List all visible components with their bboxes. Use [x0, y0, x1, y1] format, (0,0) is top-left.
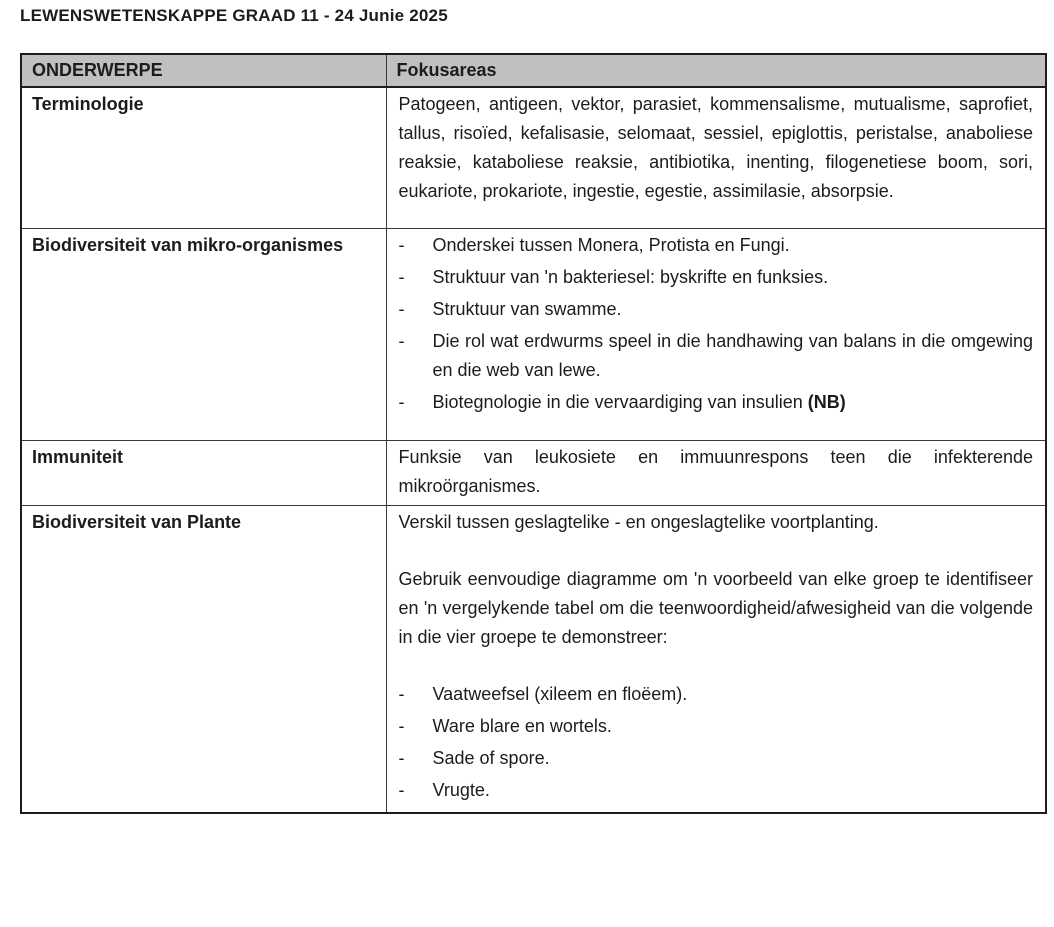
list-item: [399, 295, 1034, 324]
topics-table: [20, 53, 1047, 814]
column-header-onderwerpe: ONDERWERPE: [21, 54, 386, 87]
column-header-fokusareas: Fokusareas: [386, 54, 1046, 87]
list-item: [399, 776, 1034, 805]
topic-terminologie: Terminologie: [21, 87, 386, 229]
dash-bullet: -: [398, 780, 405, 800]
list-item: [399, 327, 1034, 385]
list-item-text: Struktuur van 'n bakteriesel: byskrifte en funksies.: [432, 267, 829, 287]
list-item-text: Die rol wat erdwurms speel in die handhawing van balans in die omgewing en die web van lewe.: [432, 331, 1033, 380]
fokus-immuniteit: [386, 441, 1046, 506]
list-item: [399, 680, 1034, 709]
terminologie-text: Patogeen, antigeen, vektor, parasiet, kommensalisme, mutualisme, saprofiet, tallus, risoïed, kefalisasie, selomaat, sessiel, epiglottis, peristalse, anaboliese reaksie, kataboliese reaksie, antibiotika, inenting, filogenetiese boom, sori, eukariote, prokariote, ingestie, egestie, assimilasie, absorpsie.: [398, 94, 1033, 201]
list-item-text: Struktuur van swamme.: [432, 299, 622, 319]
dash-bullet: -: [398, 684, 405, 704]
fokus-mikro-organismes: [386, 229, 1046, 441]
topic-plante: Biodiversiteit van Plante: [21, 506, 386, 814]
nb-note: (NB): [807, 392, 846, 412]
list-item-text: Vaatweefsel (xileem en floëem).: [432, 684, 688, 704]
dash-bullet: -: [398, 331, 405, 351]
table-row-plante: [21, 506, 1046, 814]
list-item-text: Onderskei tussen Monera, Protista en Fungi.: [432, 235, 790, 255]
immuniteit-text: Funksie van leukosiete en immuunrespons teen die infekterende mikroörganismes.: [398, 447, 1033, 496]
dash-bullet: -: [398, 267, 405, 287]
dash-bullet: -: [398, 748, 405, 768]
dash-bullet: -: [398, 392, 405, 412]
dash-bullet: -: [398, 235, 405, 255]
table-header-row: [21, 54, 1046, 87]
fokus-plante: [386, 506, 1046, 814]
plante-paragraph: Verskil tussen geslagtelike - en ongeslagtelike voortplanting.: [398, 512, 879, 532]
table-row-terminologie: [21, 87, 1046, 229]
document-title: LEWENSWETENSKAPPE GRAAD 11 - 24 Junie 2025: [20, 6, 448, 25]
list-item: [399, 263, 1034, 292]
list-item: [399, 388, 1034, 417]
list-item: [399, 712, 1034, 741]
topic-immuniteit: Immuniteit: [21, 441, 386, 506]
list-item: [399, 744, 1034, 773]
topic-mikro-organismes: Biodiversiteit van mikro-organismes: [21, 229, 386, 441]
fokus-terminologie: [386, 87, 1046, 229]
table-row-immuniteit: [21, 441, 1046, 506]
list-item-text: [433, 388, 1034, 417]
list-item-text-main: Biotegnologie in die vervaardiging van insulien: [432, 392, 808, 412]
dash-bullet: -: [398, 299, 405, 319]
list-item: [399, 231, 1034, 260]
table-row-mikro-organismes: [21, 229, 1046, 441]
list-item-text: Ware blare en wortels.: [432, 716, 612, 736]
list-item-text: Sade of spore.: [432, 748, 550, 768]
list-item-text: Vrugte.: [432, 780, 490, 800]
dash-bullet: -: [398, 716, 405, 736]
plante-paragraph: Gebruik eenvoudige diagramme om 'n voorbeeld van elke groep te identifiseer en 'n vergelykende tabel om die teenwoordigheid/afwesigheid van die volgende in die vier groepe te demonstreer:: [398, 569, 1033, 647]
